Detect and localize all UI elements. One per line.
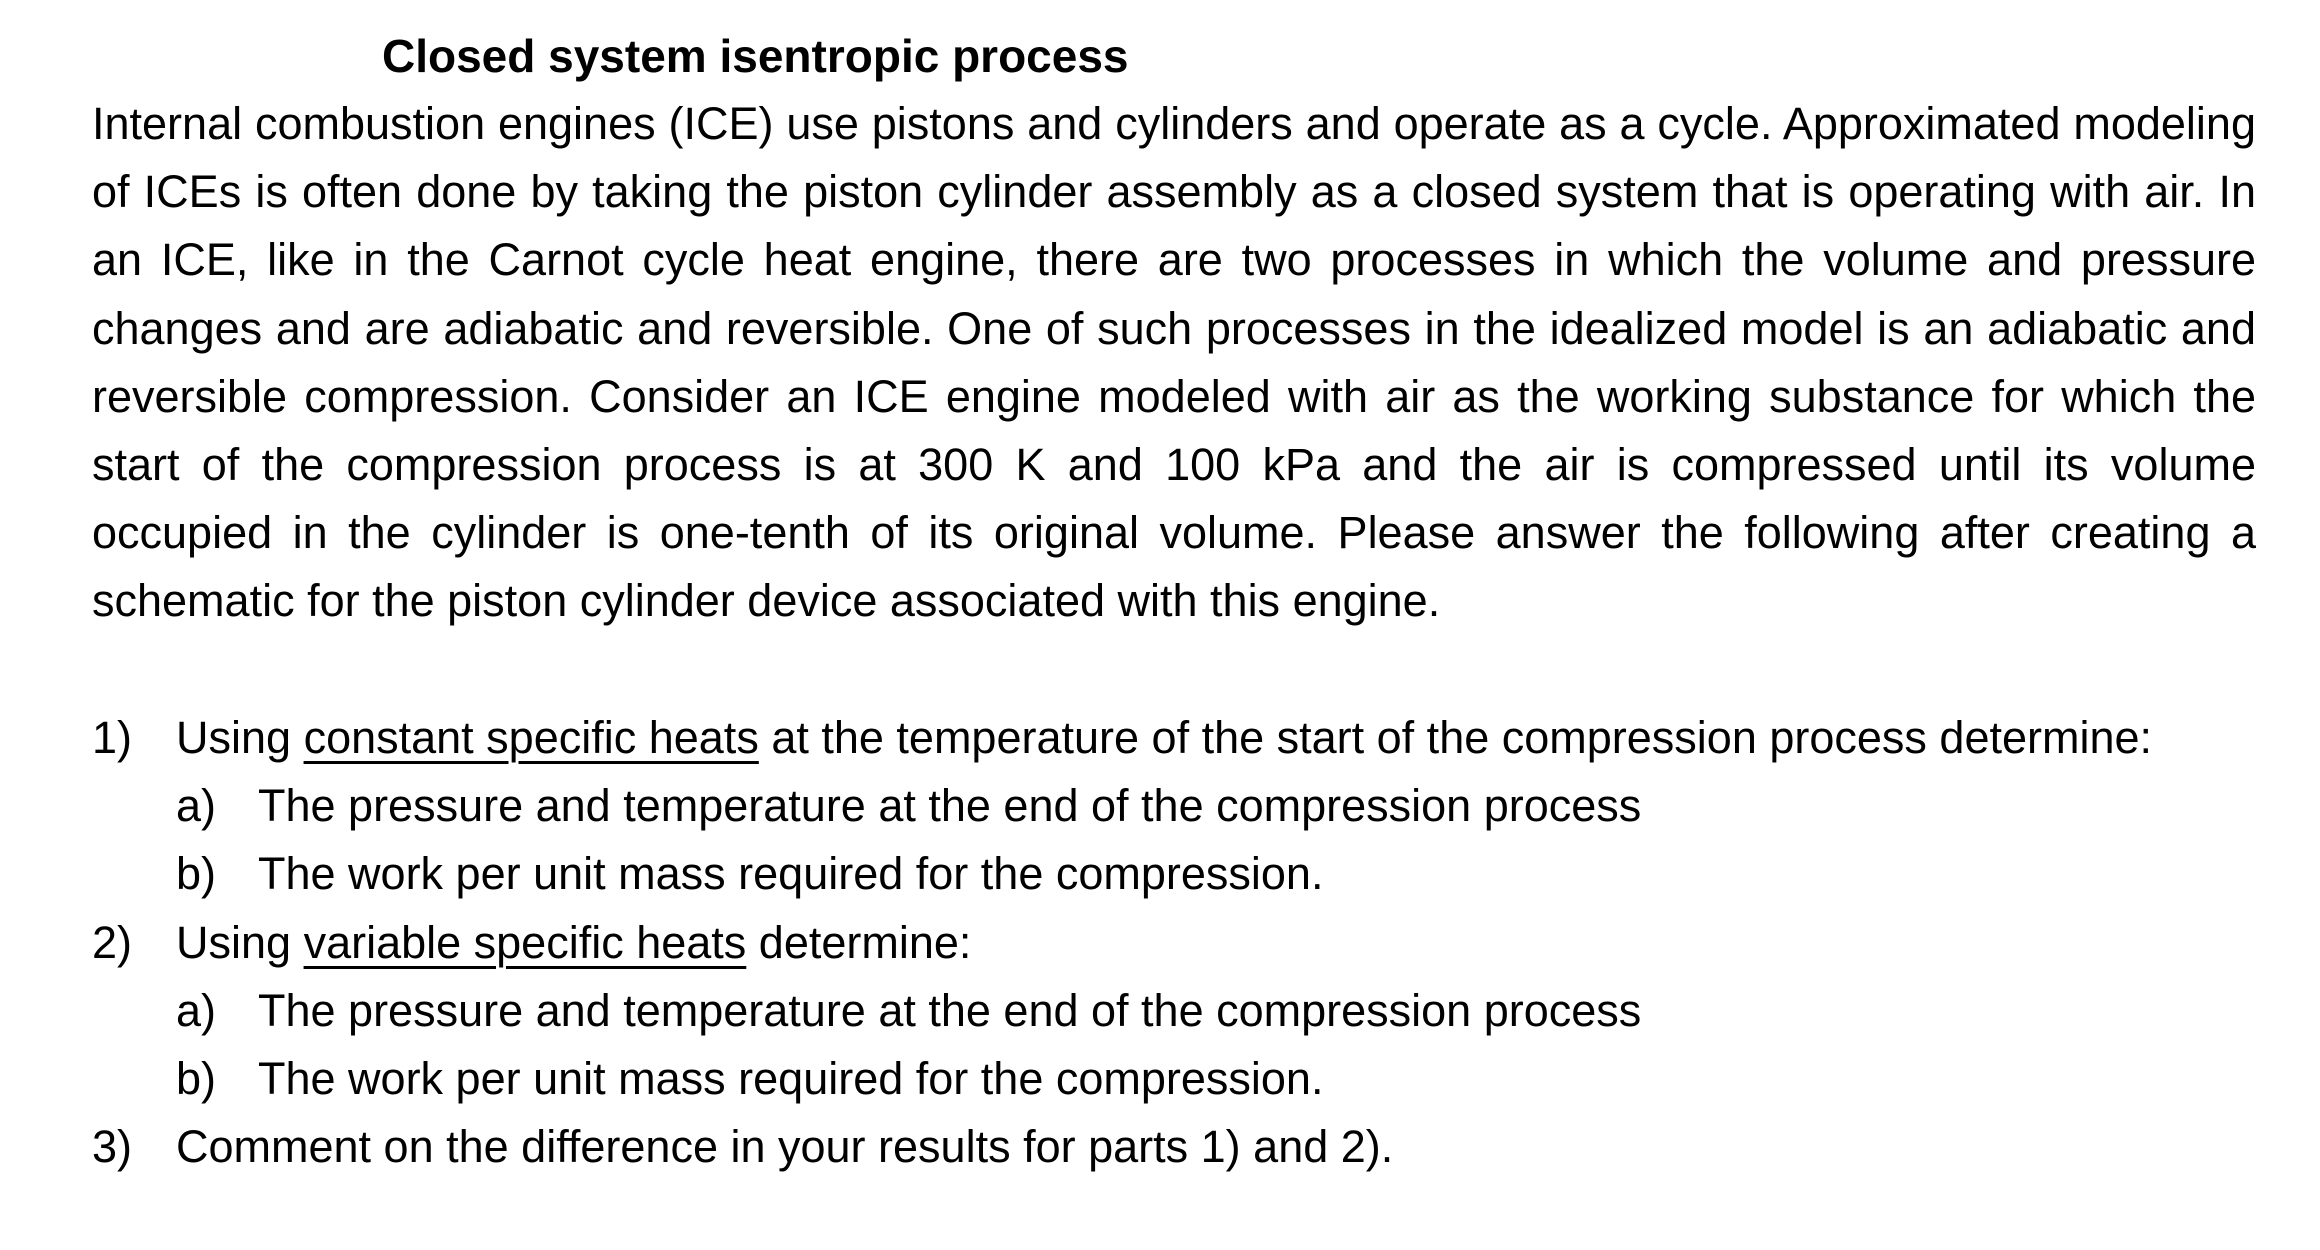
question-subpart: [92, 772, 2256, 840]
subpart-letter: b): [176, 1053, 217, 1105]
question-item: [92, 704, 2256, 772]
subpart-letter: b): [176, 848, 217, 900]
subpart-text: The work per unit mass required for the compression.: [258, 848, 1324, 900]
question-item: [92, 909, 2256, 977]
question-number: 3): [92, 1121, 133, 1173]
question-number: 1): [92, 712, 133, 763]
intro-paragraph: Internal combustion engines (ICE) use pistons and cylinders and operate as a cycle. Approximated modeling of ICEs is often done by taking the piston cylinder assembly as a closed system that is operating with air. In an ICE, like in the Carnot cycle heat engine, there are two processes in which the volume and pressure changes and are adiabatic and reversible. One of such processes in the idealized model is an adiabatic and reversible compression. Consider an ICE engine modeled with air as the working substance for which the start of the compression process is at 300 K and 100 kPa and the air is compressed until its volume occupied in the cylinder is one-tenth of its original volume. Please answer the following after creating a schematic for the piston cylinder device associated with this engine.: [92, 98, 2256, 627]
subpart-text: The pressure and temperature at the end of the compression process: [258, 780, 1642, 832]
question-subpart: [92, 1045, 2256, 1113]
subpart-letter: a): [176, 780, 217, 832]
question-list: [92, 704, 2256, 1181]
question-subpart: [92, 840, 2256, 908]
question-text-underlined: constant specific heats: [303, 712, 759, 763]
subpart-letter: a): [176, 984, 217, 1036]
question-number: 2): [92, 916, 133, 968]
subpart-text: The work per unit mass required for the compression.: [258, 1053, 1324, 1105]
question-item: [92, 1113, 2256, 1181]
question-text: Comment on the difference in your results for parts 1) and 2).: [176, 1121, 1394, 1173]
question-text-post: at the temperature of the start of the compression process determine:: [758, 712, 2153, 763]
document-title: Closed system isentropic process: [382, 30, 1129, 82]
question-text-pre: Using: [176, 712, 304, 763]
question-text-post: determine:: [746, 916, 972, 968]
subpart-text: The pressure and temperature at the end of the compression process: [258, 984, 1642, 1036]
question-text-pre: Using: [176, 916, 304, 968]
question-text-underlined: variable specific heats: [303, 916, 747, 968]
question-subpart: [92, 977, 2256, 1045]
